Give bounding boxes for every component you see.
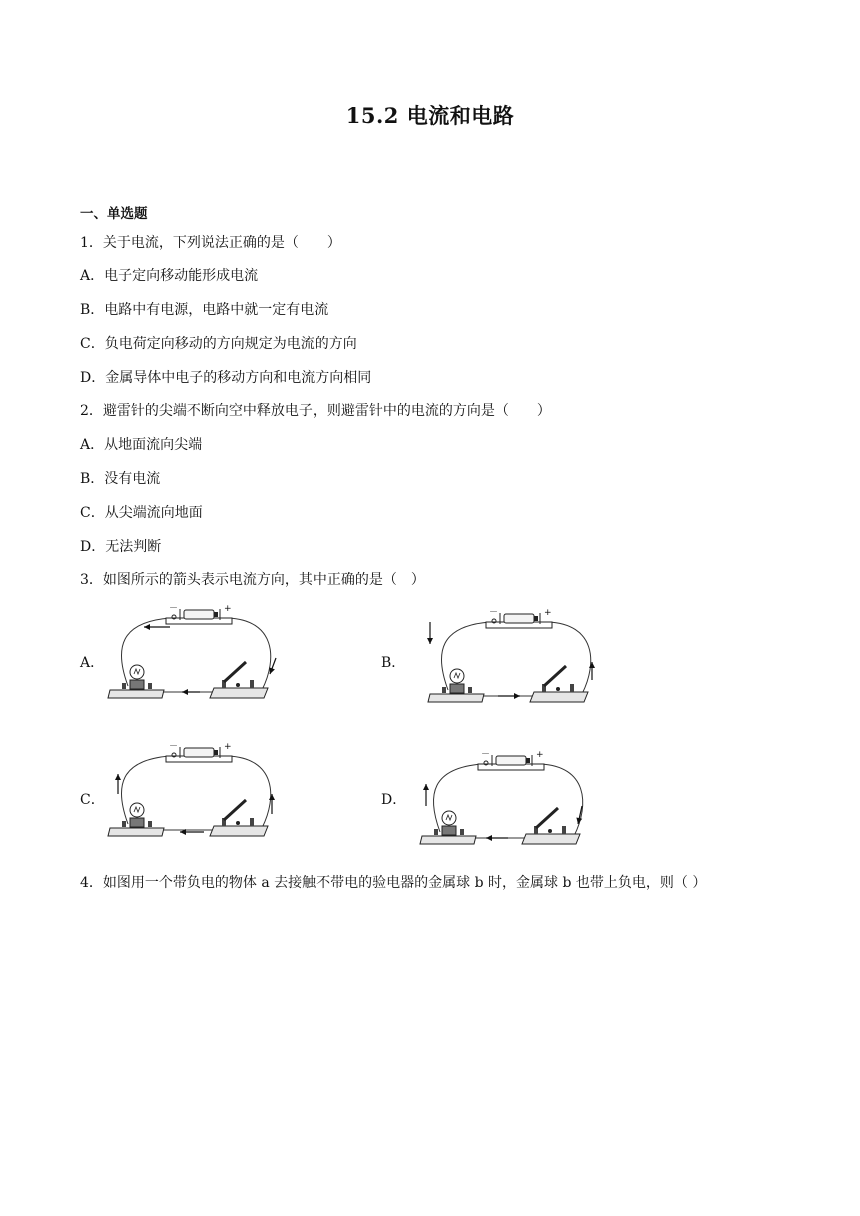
switch-lever	[224, 800, 246, 820]
question-2-option-c: C．从尖端流向地面	[80, 505, 203, 521]
battery	[184, 610, 214, 619]
question-1-option-b: B．电路中有电源，电路中就一定有电流	[80, 302, 329, 318]
question-2-option-b: B．没有电流	[80, 471, 161, 487]
lamp-terminal	[148, 821, 152, 827]
current-arrowhead	[423, 784, 429, 790]
question-2-stem: 2．避雷针的尖端不断向空中释放电子，则避雷针中的电流的方向是（ ）	[80, 403, 551, 419]
battery-terminal	[214, 750, 218, 755]
lamp-base	[108, 690, 164, 698]
question-1-option-c: C．负电荷定向移动的方向规定为电流的方向	[80, 336, 357, 352]
switch-post	[562, 826, 566, 834]
question-2-option-d: D．无法判断	[80, 539, 162, 555]
lamp-terminal	[434, 829, 438, 835]
switch-lever	[544, 666, 566, 686]
current-arrowhead	[144, 624, 150, 630]
question-1-option-a: A．电子定向移动能形成电流	[80, 268, 259, 284]
wire	[441, 622, 490, 690]
lamp-terminal	[442, 687, 446, 693]
switch-lever	[224, 662, 246, 682]
page-title: 15.2 电流和电路	[345, 103, 515, 128]
figure-d-label: D．	[381, 792, 407, 808]
circuit-figure-a	[100, 604, 290, 708]
switch-base	[210, 826, 268, 836]
switch-post	[250, 818, 254, 826]
figure-c-label: C．	[80, 792, 105, 808]
wire	[228, 618, 271, 690]
question-3-stem: 3．如图所示的箭头表示电流方向，其中正确的是（ ）	[80, 572, 425, 588]
battery-plus-sign: +	[536, 750, 544, 760]
battery	[184, 748, 214, 757]
current-arrowhead	[269, 794, 275, 800]
switch-base	[530, 692, 588, 702]
current-arrowhead	[182, 689, 188, 695]
circuit-figure-b	[420, 608, 610, 712]
battery-terminal	[526, 758, 530, 763]
switch-screw	[548, 829, 552, 833]
lamp-socket	[442, 826, 456, 835]
battery-minus-sign: －	[169, 604, 179, 614]
current-arrowhead	[115, 774, 121, 780]
switch-lever	[536, 808, 558, 828]
switch-base	[210, 688, 268, 698]
current-arrowhead	[514, 693, 520, 699]
switch-screw	[236, 683, 240, 687]
question-2-option-a: A．从地面流向尖端	[80, 437, 203, 453]
lamp-terminal	[468, 687, 472, 693]
lamp-terminal	[148, 683, 152, 689]
lamp-socket	[130, 818, 144, 827]
wire	[228, 756, 271, 828]
battery-plus-sign: +	[224, 604, 232, 614]
question-4-stem: 4．如图用一个带负电的物体 a 去接触不带电的验电器的金属球 b 时，金属球 b 也带上负电，则（ ）	[80, 875, 707, 891]
lamp-socket	[450, 684, 464, 693]
question-1-option-d: D．金属导体中电子的移动方向和电流方向相同	[80, 370, 372, 386]
switch-post	[570, 684, 574, 692]
wire	[121, 618, 170, 686]
figure-a-label: A．	[80, 655, 105, 671]
switch-post	[250, 680, 254, 688]
wire	[433, 764, 482, 832]
battery	[504, 614, 534, 623]
switch-base	[522, 834, 580, 844]
current-arrowhead	[486, 835, 492, 841]
battery-plus-sign: +	[224, 742, 232, 752]
battery-terminal	[534, 616, 538, 621]
switch-screw	[556, 687, 560, 691]
circuit-figure-d	[412, 750, 602, 854]
battery-plus-sign: +	[544, 608, 552, 618]
current-arrowhead	[589, 662, 595, 668]
lamp-terminal	[122, 821, 126, 827]
battery-minus-sign: －	[481, 750, 491, 760]
lamp-terminal	[460, 829, 464, 835]
wire	[540, 764, 583, 836]
battery	[496, 756, 526, 765]
battery-minus-sign: －	[489, 608, 499, 618]
lamp-terminal	[122, 683, 126, 689]
switch-screw	[236, 821, 240, 825]
circuit-figure-c	[100, 742, 290, 846]
lamp-socket	[130, 680, 144, 689]
section-heading: 一、单选题	[80, 206, 148, 222]
wire	[121, 756, 170, 824]
wire	[548, 622, 591, 694]
lamp-base	[108, 828, 164, 836]
current-arrowhead	[427, 638, 433, 644]
battery-terminal	[214, 612, 218, 617]
lamp-base	[428, 694, 484, 702]
question-1-stem: 1．关于电流，下列说法正确的是（ ）	[80, 235, 341, 251]
lamp-base	[420, 836, 476, 844]
battery-minus-sign: －	[169, 742, 179, 752]
figure-b-label: B．	[381, 655, 406, 671]
